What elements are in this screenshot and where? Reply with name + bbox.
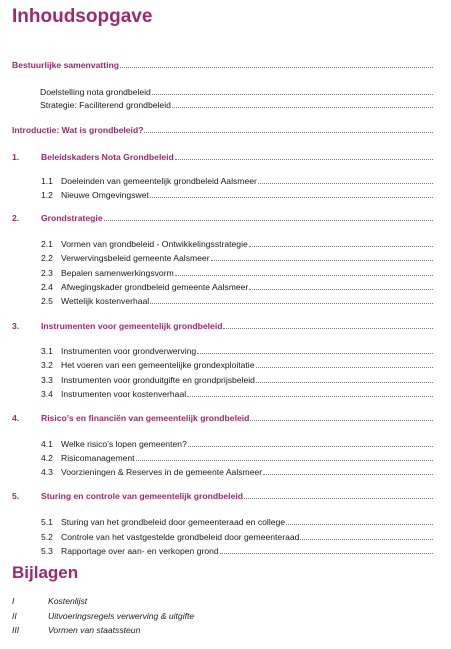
- toc-entry-3-1[interactable]: [41, 344, 434, 356]
- toc-label: Strategie: Faciliterend grondbeleid: [40, 100, 171, 110]
- bijlage-label: Vormen van staatssteun: [48, 625, 141, 635]
- dot-leader: [223, 328, 433, 329]
- toc-entry-3-2[interactable]: [41, 358, 434, 370]
- dot-leader: [249, 246, 433, 247]
- dot-leader: [244, 498, 433, 499]
- section-number: 2.2: [41, 253, 53, 263]
- toc-entry-2-4[interactable]: [41, 280, 434, 292]
- section-number: 3.1: [41, 346, 53, 356]
- toc-label: Afwegingskader grondbeleid gemeente Aalsmeer: [61, 282, 249, 292]
- toc-label: Instrumenten voor grondverwerving: [61, 346, 197, 356]
- dot-leader: [256, 382, 433, 383]
- dot-leader: [249, 289, 433, 290]
- toc-label: Wettelijk kostenverhaal: [61, 296, 150, 306]
- section-number: 1.2: [41, 190, 53, 200]
- dot-leader: [172, 107, 433, 108]
- section-number: 5.1: [41, 517, 53, 527]
- section-number: 3.: [12, 321, 20, 331]
- toc-label: Risicomanagement: [61, 453, 135, 463]
- bijlage-number: II: [12, 611, 17, 621]
- section-number: 2.5: [41, 296, 53, 306]
- dot-leader: [263, 474, 433, 475]
- toc-label: Bepalen samenwerkingsvorm: [61, 268, 174, 278]
- dot-leader: [286, 524, 433, 525]
- section-number: 2.3: [41, 268, 53, 278]
- dot-leader: [256, 367, 434, 368]
- section-number: 3.3: [41, 375, 53, 385]
- section-number: 4.: [12, 413, 20, 423]
- dot-leader: [211, 260, 433, 261]
- bijlage-item[interactable]: [12, 625, 140, 635]
- dot-leader: [104, 220, 433, 221]
- section-number: 1.: [12, 152, 20, 162]
- toc-label: Instrumenten voor gemeentelijk grondbeleid: [41, 321, 223, 331]
- toc-label: Grondstrategie: [41, 213, 103, 223]
- toc-label: Instrumenten voor gronduitgifte en grondprijsbeleid: [61, 375, 255, 385]
- bijlagen-heading: Bijlagen: [12, 563, 79, 582]
- toc-entry-3-3[interactable]: [41, 373, 434, 385]
- bijlage-item[interactable]: [12, 611, 194, 621]
- toc-entry-1-1[interactable]: [41, 174, 434, 186]
- toc-label: Rapportage over aan- en verkopen grond: [61, 546, 219, 556]
- section-number: 5.2: [41, 532, 53, 542]
- dot-leader: [220, 553, 433, 554]
- toc-section-4[interactable]: [12, 411, 434, 423]
- toc-entry-2-1[interactable]: [41, 237, 434, 249]
- dot-leader: [136, 460, 433, 461]
- toc-entry-2-5[interactable]: [41, 294, 434, 306]
- section-number: 5.3: [41, 546, 53, 556]
- dot-leader: [152, 94, 433, 95]
- section-number: 2.: [12, 213, 20, 223]
- dot-leader: [150, 303, 433, 304]
- dot-leader: [175, 159, 433, 160]
- dot-leader: [258, 183, 433, 184]
- toc-label: Sturing en controle van gemeentelijk grondbeleid: [41, 491, 243, 501]
- toc-label: Doelstelling nota grondbeleid: [40, 87, 151, 97]
- bijlage-number: I: [12, 596, 15, 606]
- toc-section-5[interactable]: [12, 489, 434, 501]
- toc-entry-4-3[interactable]: [41, 465, 434, 477]
- toc-entry-5-1[interactable]: [41, 515, 434, 527]
- toc-entry-2-3[interactable]: [41, 266, 434, 278]
- toc-section-1[interactable]: [12, 150, 434, 162]
- toc-label: Controle van het vastgestelde grondbeleid door gemeenteraad: [61, 532, 300, 542]
- toc-label: Beleidskaders Nota Grondbeleid: [41, 152, 174, 162]
- dot-leader: [175, 275, 433, 276]
- toc-label: Verwervingsbeleid gemeente Aalsmeer: [61, 253, 210, 263]
- toc-label: Risico’s en financiën van gemeentelijk grondbeleid: [41, 413, 250, 423]
- toc-entry-introductie[interactable]: [12, 123, 434, 135]
- dot-leader: [250, 420, 433, 421]
- toc-entry-strategie[interactable]: [40, 98, 434, 110]
- toc-label: Nieuwe Omgevingswet: [61, 190, 149, 200]
- section-number: 4.2: [41, 453, 53, 463]
- toc-entry-doelstelling[interactable]: [40, 85, 434, 97]
- toc-entry-4-2[interactable]: [41, 451, 434, 463]
- toc-label: Het voeren van een gemeentelijke grondexploitatie: [61, 360, 255, 370]
- dot-leader: [150, 197, 433, 198]
- toc-entry-1-2[interactable]: [41, 188, 434, 200]
- toc-section-3[interactable]: [12, 319, 434, 331]
- section-number: 1.1: [41, 176, 53, 186]
- section-number: 4.3: [41, 467, 53, 477]
- dot-leader: [187, 396, 433, 397]
- dot-leader: [120, 67, 433, 68]
- section-number: 4.1: [41, 439, 53, 449]
- dot-leader: [300, 539, 433, 540]
- toc-entry-3-4[interactable]: [41, 387, 434, 399]
- bijlage-label: Kostenlijst: [48, 596, 88, 606]
- toc-label: Sturing van het grondbeleid door gemeenteraad en college: [61, 517, 286, 527]
- bijlage-item[interactable]: [12, 596, 87, 606]
- page-title: Inhoudsopgave: [12, 6, 153, 27]
- section-number: 2.1: [41, 239, 53, 249]
- section-number: 3.4: [41, 389, 53, 399]
- section-number: 2.4: [41, 282, 53, 292]
- dot-leader: [188, 446, 433, 447]
- toc-label: Voorzieningen & Reserves in de gemeente Aalsmeer: [61, 467, 263, 477]
- toc-entry-4-1[interactable]: [41, 437, 434, 449]
- toc-label: Welke risico’s lopen gemeenten?: [61, 439, 187, 449]
- toc-label: Introductie: Wat is grondbeleid?: [12, 125, 144, 135]
- section-number: 3.2: [41, 360, 53, 370]
- toc-section-2[interactable]: [12, 211, 434, 223]
- toc-entry-5-2[interactable]: [41, 530, 434, 542]
- toc-label: Bestuurlijke samenvatting: [12, 60, 119, 70]
- bijlage-number: III: [12, 625, 20, 635]
- dot-leader: [197, 353, 433, 354]
- toc-entry-bestuurlijke-samenvatting[interactable]: [12, 58, 434, 70]
- section-number: 5.: [12, 491, 20, 501]
- toc-label: Vormen van grondbeleid - Ontwikkelingsstrategie: [61, 239, 248, 249]
- toc-label: Doeleinden van gemeentelijk grondbeleid Aalsmeer: [61, 176, 257, 186]
- bijlage-label: Uitvoeringsregels verwerving & uitgifte: [48, 611, 195, 621]
- toc-entry-2-2[interactable]: [41, 251, 434, 263]
- toc-entry-5-3[interactable]: [41, 544, 434, 556]
- dot-leader: [144, 132, 433, 133]
- toc-label: Instrumenten voor kostenverhaal: [61, 389, 187, 399]
